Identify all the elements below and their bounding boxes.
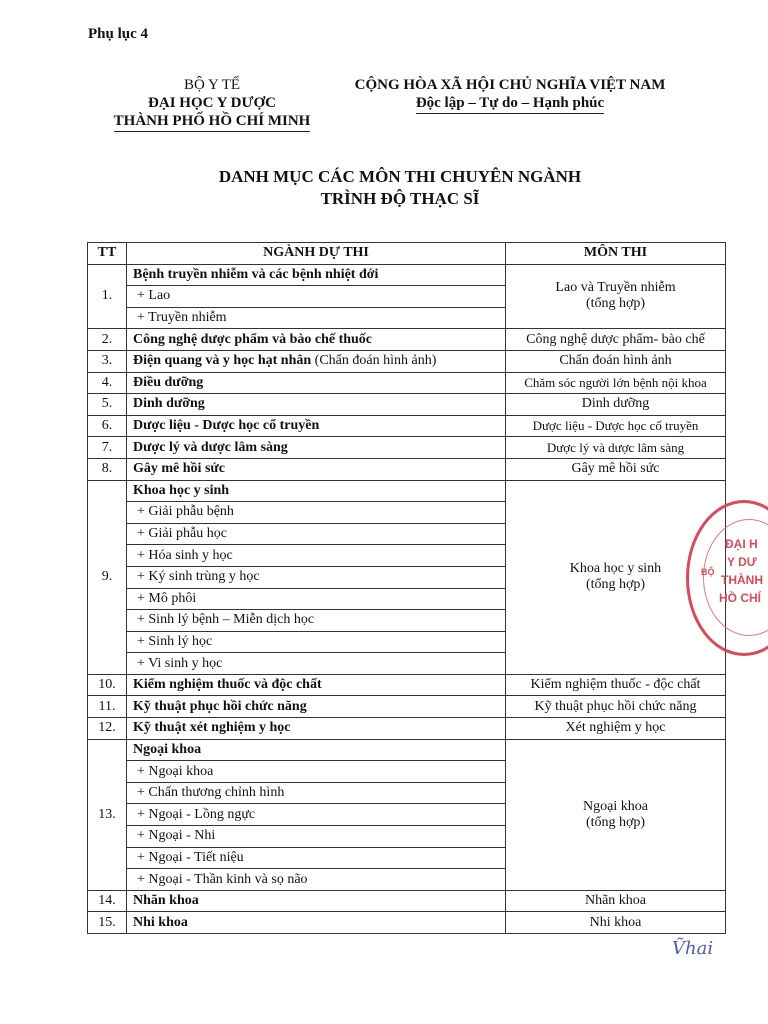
exam-line1: Ngoại khoa [583, 798, 648, 814]
exam-subject: Nhãn khoa [506, 890, 726, 912]
table-row [88, 458, 726, 480]
row-number: 6. [88, 415, 127, 437]
sub-major: + Sinh lý bệnh – Miễn dịch học [127, 610, 506, 632]
exam-subjects-table [87, 242, 726, 934]
major-name: Kỹ thuật xét nghiệm y học [127, 718, 506, 740]
table-row [88, 394, 726, 416]
table-header-row [88, 243, 726, 265]
appendix-label: Phụ lục 4 [88, 26, 149, 42]
title-line1: DANH MỤC CÁC MÔN THI CHUYÊN NGÀNH [218, 167, 582, 186]
table-row [88, 739, 726, 761]
sub-major: + Ngoại khoa [127, 761, 506, 783]
row-number: 9. [88, 480, 127, 674]
row-number: 1. [88, 264, 127, 329]
table-row [88, 718, 726, 740]
university-name-line1: ĐẠI HỌC Y DƯỢC [148, 95, 276, 111]
sub-major: + Mô phôi [127, 588, 506, 610]
exam-subject: Dược lý và dược lâm sàng [506, 437, 726, 459]
sub-major: + Ngoại - Lồng ngực [127, 804, 506, 826]
major-cell [127, 350, 506, 372]
sub-major: + Hóa sinh y học [127, 545, 506, 567]
exam-subject: Kỹ thuật phục hồi chức năng [506, 696, 726, 718]
document-title [120, 166, 680, 210]
table-row [88, 372, 726, 394]
sub-major: + Ký sinh trùng y học [127, 566, 506, 588]
ministry-name: BỘ Y TẾ [183, 77, 241, 93]
exam-subject: Gây mê hồi sức [506, 458, 726, 480]
row-number: 4. [88, 372, 127, 394]
table-row [88, 480, 726, 502]
exam-subject: Xét nghiệm y học [506, 718, 726, 740]
exam-subject [506, 739, 726, 890]
sub-major: + Sinh lý học [127, 631, 506, 653]
sub-major: + Giải phẫu học [127, 523, 506, 545]
stamp-text: Y DƯ [727, 555, 757, 569]
major-name: Khoa học y sinh [127, 480, 506, 502]
sub-major: + Ngoại - Thần kinh và sọ não [127, 869, 506, 891]
row-number: 11. [88, 696, 127, 718]
exam-line2: (tổng hợp) [585, 814, 646, 830]
signature: Ṽhai [672, 938, 714, 959]
sub-major: + Ngoại - Tiết niệu [127, 847, 506, 869]
title-line2: TRÌNH ĐỘ THẠC SĨ [320, 189, 480, 208]
table-row [88, 415, 726, 437]
row-number: 5. [88, 394, 127, 416]
table-row [88, 350, 726, 372]
major-name: Điều dưỡng [127, 372, 506, 394]
university-name-line2: THÀNH PHỐ HỒ CHÍ MINH [114, 112, 311, 132]
sub-major: + Vi sinh y học [127, 653, 506, 675]
exam-line1: Khoa học y sinh [569, 561, 662, 577]
major-note: (Chẩn đoán hình ảnh) [314, 353, 437, 369]
stamp-text: BỘ [701, 567, 715, 577]
table-row [88, 264, 726, 286]
major-name: Bệnh truyền nhiễm và các bệnh nhiệt đới [127, 264, 506, 286]
major-name: Gây mê hồi sức [127, 458, 506, 480]
header-tt: TT [88, 243, 127, 265]
exam-subject: Công nghệ dược phẩm- bào chế [506, 329, 726, 351]
row-number: 13. [88, 739, 127, 890]
table-row [88, 674, 726, 696]
ministry-header [92, 76, 332, 132]
header-exam: MÔN THI [506, 243, 726, 265]
exam-line2: (tổng hợp) [585, 577, 646, 593]
stamp-text: HỒ CHÍ [719, 591, 761, 605]
major-name: Công nghệ dược phẩm và bào chế thuốc [127, 329, 506, 351]
sub-major: + Giải phẫu bệnh [127, 502, 506, 524]
row-number: 8. [88, 458, 127, 480]
nation-name: CỘNG HÒA XÃ HỘI CHỦ NGHĨA VIỆT NAM [354, 77, 666, 93]
row-number: 3. [88, 350, 127, 372]
sub-major: + Truyền nhiễm [127, 307, 506, 329]
major-name: Nhi khoa [127, 912, 506, 934]
exam-subject: Dược liệu - Dược học cổ truyền [506, 415, 726, 437]
stamp-text: THÀNH [721, 573, 763, 587]
sub-major: + Ngoại - Nhi [127, 826, 506, 848]
header-major: NGÀNH DỰ THI [127, 243, 506, 265]
major-name: Dinh dưỡng [127, 394, 506, 416]
major-name: Dược liệu - Dược học cổ truyền [127, 415, 506, 437]
major-name: Kỹ thuật phục hồi chức năng [127, 696, 506, 718]
exam-subject: Nhi khoa [506, 912, 726, 934]
exam-subject: Kiểm nghiệm thuốc - độc chất [506, 674, 726, 696]
row-number: 2. [88, 329, 127, 351]
exam-line1: Lao và Truyền nhiễm [555, 280, 676, 296]
major-name: Điện quang và y học hạt nhân [133, 353, 312, 369]
table-row [88, 329, 726, 351]
table-row [88, 696, 726, 718]
row-number: 15. [88, 912, 127, 934]
row-number: 10. [88, 674, 127, 696]
sub-major: + Chấn thương chỉnh hình [127, 782, 506, 804]
exam-subject [506, 264, 726, 329]
major-name: Dược lý và dược lâm sàng [127, 437, 506, 459]
table-row [88, 437, 726, 459]
exam-line2: (tổng hợp) [585, 296, 646, 312]
exam-subject: Chẩn đoán hình ảnh [506, 350, 726, 372]
major-name: Ngoại khoa [127, 739, 506, 761]
sub-major: + Lao [127, 286, 506, 308]
stamp-text: ĐẠI H [725, 537, 758, 551]
exam-subject: Dinh dưỡng [506, 394, 726, 416]
major-name: Nhãn khoa [127, 890, 506, 912]
major-name: Kiểm nghiệm thuốc và độc chất [127, 674, 506, 696]
nation-motto: Độc lập – Tự do – Hạnh phúc [416, 94, 604, 114]
table-row [88, 890, 726, 912]
nation-header [330, 76, 690, 114]
row-number: 14. [88, 890, 127, 912]
row-number: 12. [88, 718, 127, 740]
table-row [88, 912, 726, 934]
row-number: 7. [88, 437, 127, 459]
exam-subject: Chăm sóc người lớn bệnh nội khoa [506, 372, 726, 394]
